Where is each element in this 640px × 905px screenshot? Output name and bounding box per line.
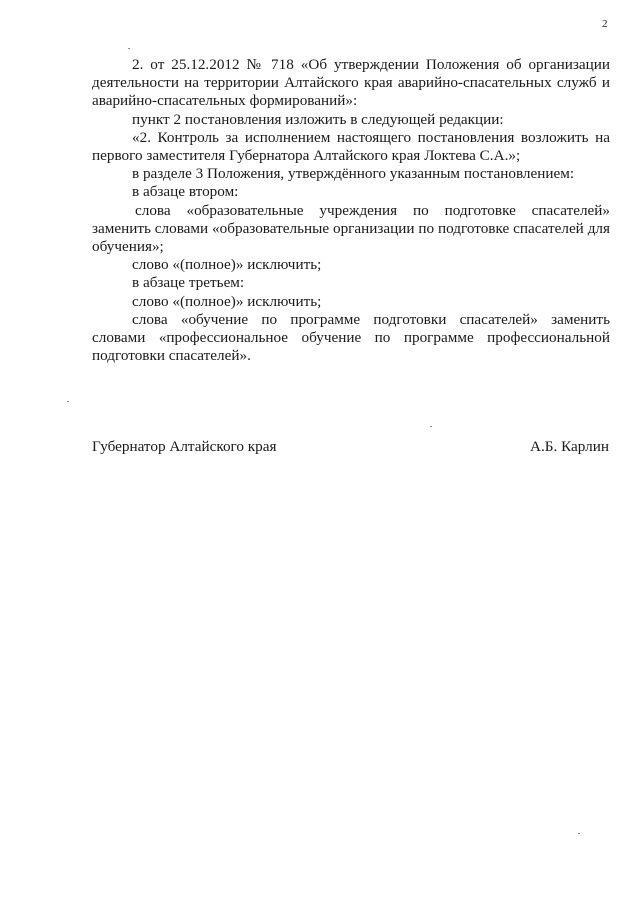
paragraph-exclude-word-1: слово «(полное)» исключить; bbox=[132, 256, 322, 274]
amendment-item-2: 2. от 25.12.2012 № 718 «Об утверждении Положения об организации деятельности на территории Алтайского края аварийно-спасательных служб и аварийно-спасательных формирований»: bbox=[92, 56, 610, 110]
document-body bbox=[92, 56, 610, 365]
scan-speck bbox=[67, 401, 69, 402]
scan-speck bbox=[430, 426, 432, 427]
paragraph-exclude-word-2: слово «(полное)» исключить; bbox=[132, 292, 322, 310]
signatory-position: Губернатор Алтайского края bbox=[92, 438, 277, 455]
signatory-name: А.Б. Карлин bbox=[530, 438, 609, 455]
paragraph-point-2: пункт 2 постановления изложить в следующей редакции: bbox=[132, 110, 504, 128]
paragraph-replace-words-2: слова «обучение по программе подготовки спасателей» заменить словами «профессиональное обучение по программе профессиональной подготовки спасателей». bbox=[92, 310, 610, 365]
scan-speck bbox=[578, 833, 580, 834]
scan-speck bbox=[128, 48, 130, 49]
paragraph-replace-words-1: слова «образовательные учреждения по подготовке спасателей» заменить словами «образовательные организации по подготовке спасателей для обучения»; bbox=[92, 201, 610, 256]
page-number: 2 bbox=[602, 18, 608, 30]
paragraph-second-clause: в абзаце втором: bbox=[132, 183, 239, 201]
paragraph-third-clause: в абзаце третьем: bbox=[132, 274, 245, 292]
paragraph-section-3: в разделе 3 Положения, утверждённого указанным постановлением: bbox=[132, 165, 575, 183]
paragraph-new-wording: «2. Контроль за исполнением настоящего постановления возложить на первого заместителя Губернатора Алтайского края Локтева С.А.»; bbox=[92, 128, 610, 165]
signature-block bbox=[92, 438, 609, 456]
